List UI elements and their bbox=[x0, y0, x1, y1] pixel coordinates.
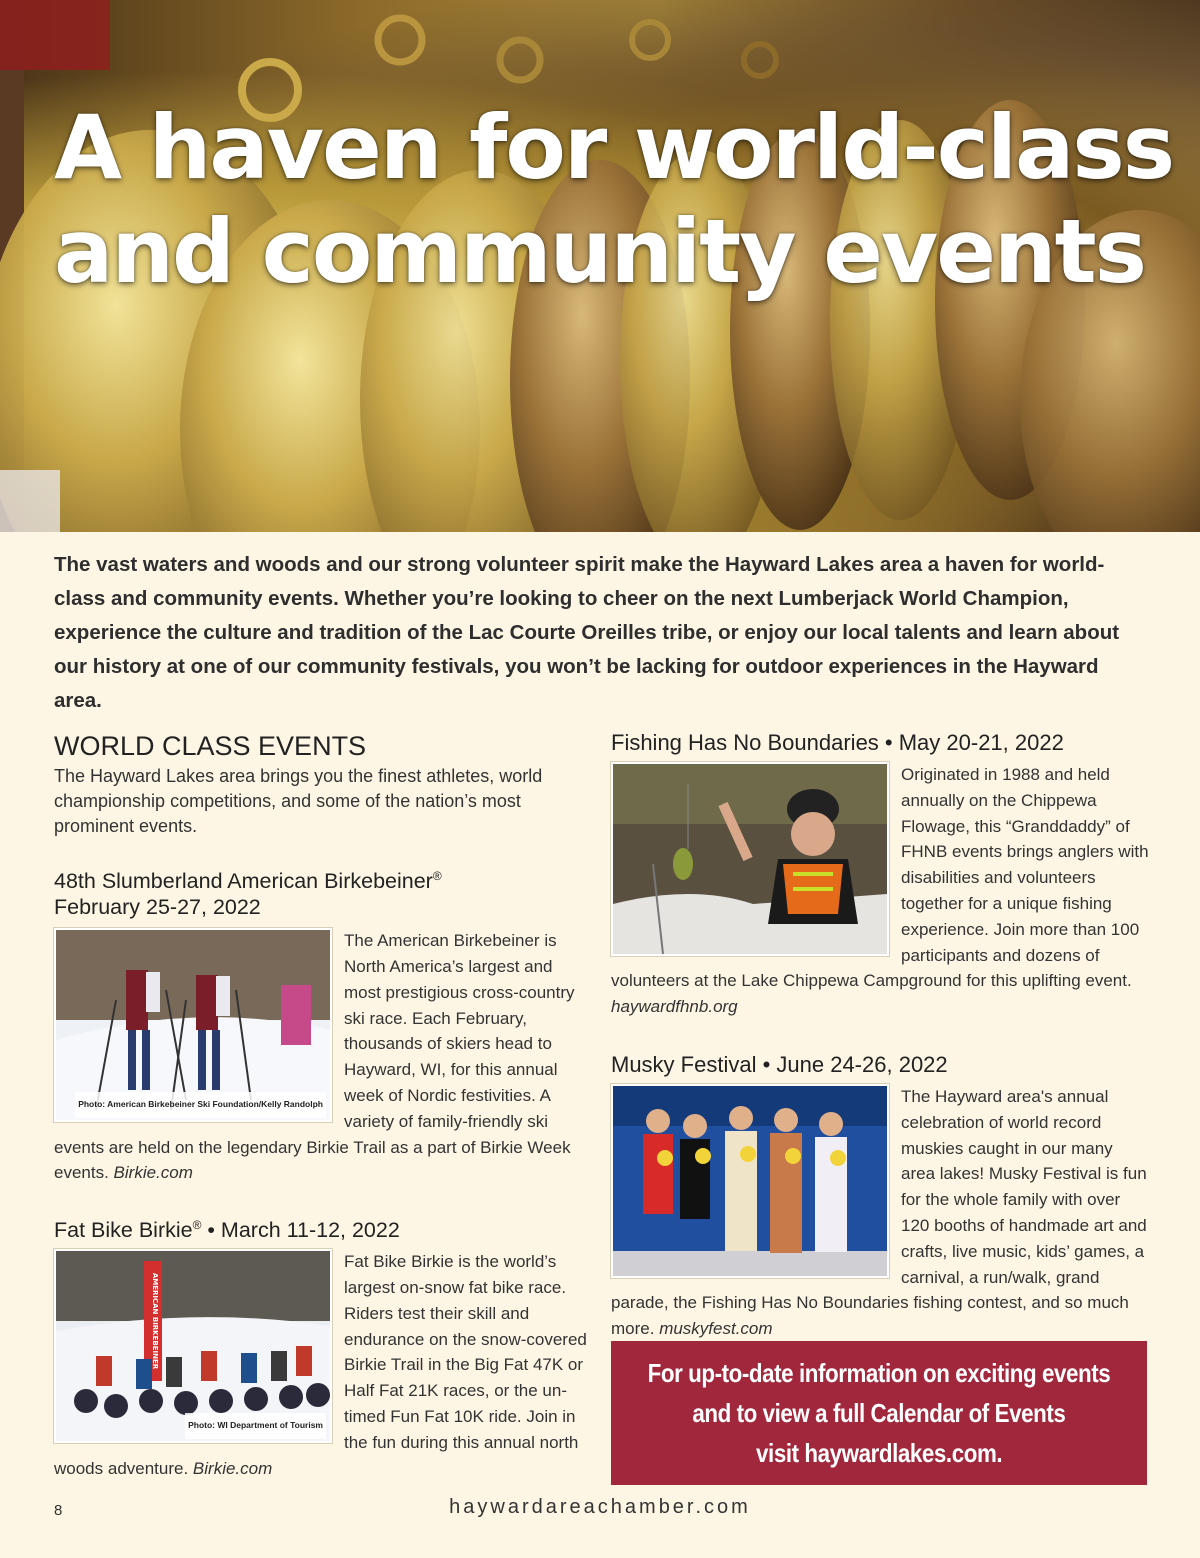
title-line-2: and community events bbox=[54, 200, 1146, 303]
fhnb-link[interactable]: haywardfhnb.org bbox=[611, 997, 738, 1017]
world-class-intro: The Hayward Lakes area brings you the finest athletes, world championship competitions, and some of the nation’s most prominent events. bbox=[54, 766, 543, 836]
title-line-1: A haven for world-class bbox=[54, 96, 1174, 199]
intro-paragraph: The vast waters and woods and our strong volunteer spirit make the Hayward Lakes area a haven for world-class and community events. Whether you’re looking to cheer on the next Lumberjack World Champion, experience the culture and tradition of the Lac Courte Oreilles tribe, or enjoy our local talents and learn about our history at one of our community festivals, you won’t be lacking for outdoor experiences in the Hayward area. bbox=[54, 553, 1120, 712]
musky-title: Musky Festival • June 24-26, 2022 bbox=[611, 1051, 948, 1077]
birkebeiner-photo bbox=[54, 928, 332, 1122]
birkebeiner-dates: February 25-27, 2022 bbox=[54, 895, 261, 920]
cta-line-1: For up-to-date information on exciting events bbox=[647, 1358, 1111, 1388]
muskyfest-link[interactable]: muskyfest.com bbox=[659, 1319, 773, 1339]
page-number: 8 bbox=[54, 1502, 63, 1519]
fatbike-dates: • March 11-12, 2022 bbox=[201, 1218, 400, 1243]
fishing-photo bbox=[611, 762, 889, 956]
calendar-cta-box[interactable] bbox=[611, 1341, 1147, 1485]
fatbike-birkie-link[interactable]: Birkie.com bbox=[192, 1458, 273, 1478]
fatbike-article: AMERICAN BIRKEBEINER Photo: WI Department of Tourism Fat Bike Birkie is the world’s largest on-snow fat bike race. Riders test their skill and endurance on the snow-covered Birkie Trail in the Big Fat 47K or Half Fat 21K races, or the un-timed Fun Fat 10K ride. Join in the fun during this annual north woods adventure. Birkie.com bbox=[54, 1249, 594, 1481]
fatbike-title: Fat Bike Birkie® • March 11-12, 2022 bbox=[54, 1218, 400, 1243]
cta-line-2: and to view a full Calendar of Events bbox=[692, 1398, 1066, 1428]
world-class-heading: WORLD CLASS EVENTS bbox=[54, 731, 367, 761]
hero-banner bbox=[0, 0, 1200, 532]
birkebeiner-title: 48th Slumberland American Birkebeiner® February 25-27, 2022 bbox=[54, 869, 442, 920]
fishing-article: Originated in 1988 and held annually on the Chippewa Flowage, this “Granddaddy” of FHNB events brings anglers with disabilities and volunteers together for a unique fishing experience. Join more than 100 participants and dozens of volunteers at the Lake Chippewa Campground for this uplifting event. haywardfhnb.org bbox=[611, 762, 1151, 1020]
birkie-link[interactable]: Birkie.com bbox=[113, 1163, 193, 1183]
musky-article: The Hayward area's annual celebration of world record muskies caught in our many area lakes! Musky Festival is fun for the whole family with over 120 booths of handmade art and crafts, live music, kids’ games, a carnival, a run/walk, grand parade, the Fishing Has No Boundaries fishing contest, and so much more. muskyfest.com bbox=[611, 1084, 1151, 1342]
left-column bbox=[54, 728, 594, 1481]
fatbike-photo-credit: Photo: WI Department of Tourism bbox=[185, 1413, 326, 1439]
musky-photo bbox=[611, 1084, 889, 1278]
page-title bbox=[54, 96, 1174, 304]
birkebeiner-photo-credit: Photo: American Birkebeiner Ski Foundation/Kelly Randolph bbox=[75, 1092, 326, 1118]
footer-website-link[interactable]: haywardareachamber.com bbox=[449, 1496, 751, 1518]
right-column bbox=[611, 728, 1151, 1342]
birkebeiner-article: Photo: American Birkebeiner Ski Foundation/Kelly Randolph The American Birkebeiner is North America’s largest and most prestigious cross-country ski race. Each February, thousands of skiers head to Hayward, WI, for this annual week of Nordic festivities. A variety of family-friendly ski events are held on the legendary Birkie Trail as a part of Birkie Week events. Birkie.com bbox=[54, 928, 594, 1186]
fatbike-photo bbox=[54, 1249, 332, 1443]
cta-line-3: visit haywardlakes.com. bbox=[755, 1438, 1003, 1468]
banner-text: AMERICAN BIRKEBEINER bbox=[151, 1273, 159, 1370]
fishing-title: Fishing Has No Boundaries • May 20-21, 2022 bbox=[611, 730, 1064, 755]
